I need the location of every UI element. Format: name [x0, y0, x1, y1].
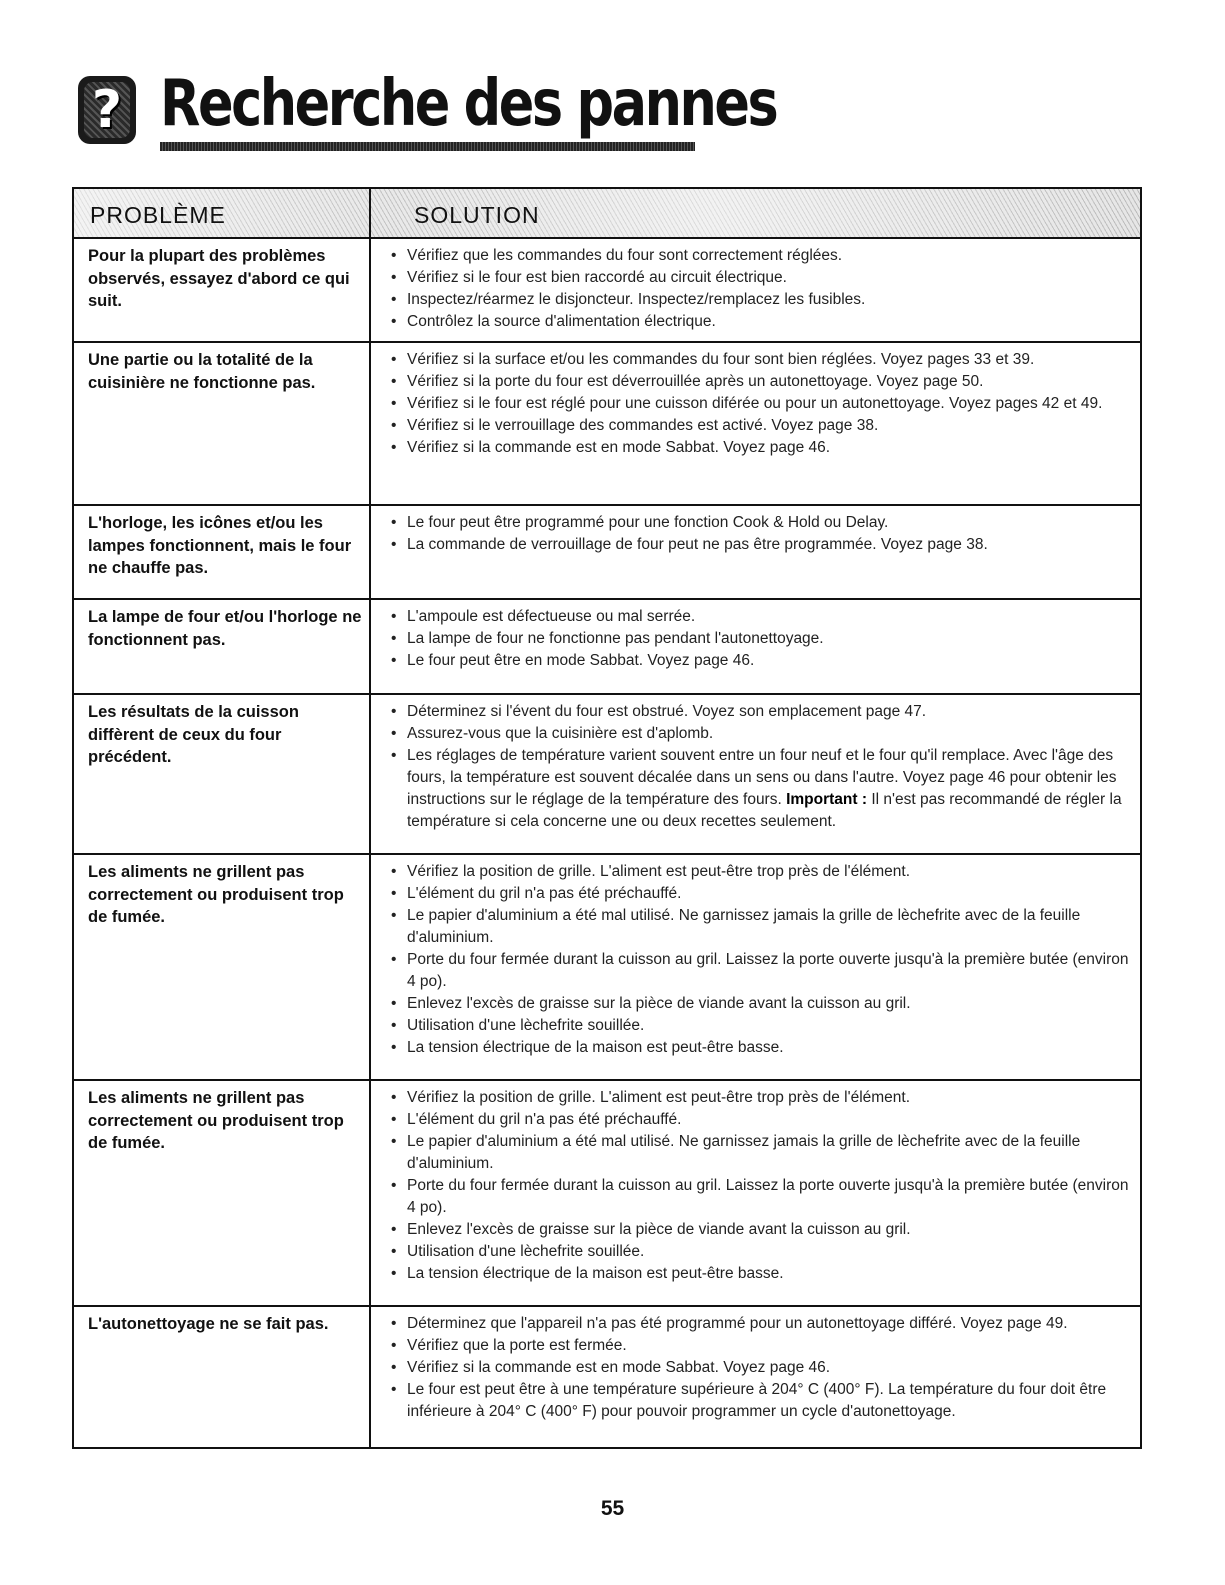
problem-cell: L'autonettoyage ne se fait pas.	[88, 1315, 329, 1333]
problem-cell: L'horloge, les icônes et/ou les lampes fonctionnent, mais le four ne chauffe pas.	[88, 514, 352, 577]
solution-item: • La tension électrique de la maison est peut-être basse.	[391, 1263, 1131, 1285]
solution-item: • Vérifiez si le four est bien raccordé au circuit électrique.	[391, 267, 1131, 289]
important-label: Important :	[786, 791, 868, 808]
solution-list	[391, 1313, 1131, 1423]
problem-cell: Les aliments ne grillent pas correctement ou produisent trop de fumée.	[88, 863, 344, 926]
solution-item: • Vérifiez la position de grille. L'aliment est peut-être trop près de l'élément.	[391, 861, 1131, 883]
solution-item: • Porte du four fermée durant la cuisson au gril. Laissez la porte ouverte jusqu'à la première butée (environ 4 po).	[391, 949, 1131, 993]
header-solution: SOLUTION	[414, 202, 540, 228]
solution-item: • Vérifiez si la porte du four est déverrouillée après un autonettoyage. Voyez page 50.	[391, 371, 1131, 393]
solution-list	[391, 606, 1131, 672]
solution-item: • Le four est peut être à une température supérieure à 204° C (400° F). La température du four doit être inférieure à 204° C (400° F) pour pouvoir programmer un cycle d'autonettoyage.	[391, 1379, 1131, 1423]
solution-item: • Porte du four fermée durant la cuisson au gril. Laissez la porte ouverte jusqu'à la première butée (environ 4 po).	[391, 1175, 1131, 1219]
solution-item: • Déterminez que l'appareil n'a pas été programmé pour un autonettoyage différé. Voyez page 49.	[391, 1313, 1131, 1335]
solution-list	[391, 349, 1131, 459]
solution-item: • Enlevez l'excès de graisse sur la pièce de viande avant la cuisson au gril.	[391, 1219, 1131, 1241]
table-row	[74, 506, 1140, 600]
problem-cell: Les résultats de la cuisson diffèrent de ceux du four précédent.	[88, 703, 299, 766]
solution-item: • Vérifiez la position de grille. L'aliment est peut-être trop près de l'élément.	[391, 1087, 1131, 1109]
problem-cell: Une partie ou la totalité de la cuisinière ne fonctionne pas.	[88, 351, 316, 392]
solution-list	[391, 512, 1131, 556]
solution-list	[391, 701, 1131, 833]
solution-item: • Utilisation d'une lèchefrite souillée.	[391, 1241, 1131, 1263]
solution-item: • Assurez-vous que la cuisinière est d'aplomb.	[391, 723, 1131, 745]
solution-item: • Enlevez l'excès de graisse sur la pièce de viande avant la cuisson au gril.	[391, 993, 1131, 1015]
important-note: Il n'est pas recommandé de régler la température si cela concerne une ou deux recettes seulement.	[407, 791, 1122, 830]
solution-item: • Vérifiez si le four est réglé pour une cuisson diférée ou pour un autonettoyage. Voyez pages 42 et 49.	[391, 393, 1131, 415]
problem-cell: La lampe de four et/ou l'horloge ne fonctionnent pas.	[88, 608, 362, 649]
solution-item: • Le papier d'aluminium a été mal utilisé. Ne garnissez jamais la grille de lèchefrite avec de la feuille d'aluminium.	[391, 1131, 1131, 1175]
solution-item: • L'élément du gril n'a pas été préchauffé.	[391, 1109, 1131, 1131]
page-header	[78, 62, 777, 162]
solution-item: • Utilisation d'une lèchefrite souillée.	[391, 1015, 1131, 1037]
table-row	[74, 1307, 1140, 1447]
solution-item: • L'élément du gril n'a pas été préchauffé.	[391, 883, 1131, 905]
table-header	[74, 189, 1140, 239]
solution-item: • Vérifiez si la commande est en mode Sabbat. Voyez page 46.	[391, 1357, 1131, 1379]
problem-cell: Pour la plupart des problèmes observés, essayez d'abord ce qui suit.	[88, 247, 350, 310]
solution-item: • Contrôlez la source d'alimentation électrique.	[391, 311, 1131, 333]
solution-item: • Le four peut être en mode Sabbat. Voyez page 46.	[391, 650, 1131, 672]
table-row	[74, 239, 1140, 343]
table-row	[74, 1081, 1140, 1307]
header-problem: PROBLÈME	[90, 202, 226, 228]
table-row	[74, 695, 1140, 855]
table-row	[74, 855, 1140, 1081]
solution-list	[391, 245, 1131, 333]
table-row	[74, 600, 1140, 695]
page-title: Recherche des pannes	[160, 67, 777, 141]
solution-item: • La lampe de four ne fonctionne pas pendant l'autonettoyage.	[391, 628, 1131, 650]
solution-item: • Vérifiez que les commandes du four sont correctement réglées.	[391, 245, 1131, 267]
solution-item: • Le papier d'aluminium a été mal utilisé. Ne garnissez jamais la grille de lèchefrite avec de la feuille d'aluminium.	[391, 905, 1131, 949]
solution-item: • Vérifiez que la porte est fermée.	[391, 1335, 1131, 1357]
page-number: 55	[600, 1497, 625, 1520]
title-underline	[160, 142, 695, 151]
troubleshooting-table	[72, 187, 1142, 1449]
solution-item: • Vérifiez si la commande est en mode Sabbat. Voyez page 46.	[391, 437, 1131, 459]
column-divider	[369, 189, 371, 1447]
problem-cell: Les aliments ne grillent pas correctement ou produisent trop de fumée.	[88, 1089, 344, 1152]
solution-item: • L'ampoule est défectueuse ou mal serrée.	[391, 606, 1131, 628]
question-mark-icon: ?	[78, 76, 136, 144]
solution-item	[391, 745, 1131, 833]
solution-item: • Inspectez/réarmez le disjoncteur. Inspectez/remplacez les fusibles.	[391, 289, 1131, 311]
solution-item: • La tension électrique de la maison est peut-être basse.	[391, 1037, 1131, 1059]
solution-list	[391, 861, 1131, 1059]
solution-item: • Vérifiez si la surface et/ou les commandes du four sont bien réglées. Voyez pages 33 et 39.	[391, 349, 1131, 371]
solution-item: • Vérifiez si le verrouillage des commandes est activé. Voyez page 38.	[391, 415, 1131, 437]
solution-text: Les réglages de température varient souvent entre un four neuf et le four qu'il remplace. Avec l'âge des fours, la température est souvent décalée dans un sens ou dans l'autre. Voyez page 46 pour obtenir les instructions sur le réglage de la température des fours.	[407, 747, 1117, 808]
solution-item: • Déterminez si l'évent du four est obstrué. Voyez son emplacement page 47.	[391, 701, 1131, 723]
solution-list	[391, 1087, 1131, 1285]
table-row	[74, 343, 1140, 506]
solution-item: • La commande de verrouillage de four peut ne pas être programmée. Voyez page 38.	[391, 534, 1131, 556]
solution-item: • Le four peut être programmé pour une fonction Cook & Hold ou Delay.	[391, 512, 1131, 534]
